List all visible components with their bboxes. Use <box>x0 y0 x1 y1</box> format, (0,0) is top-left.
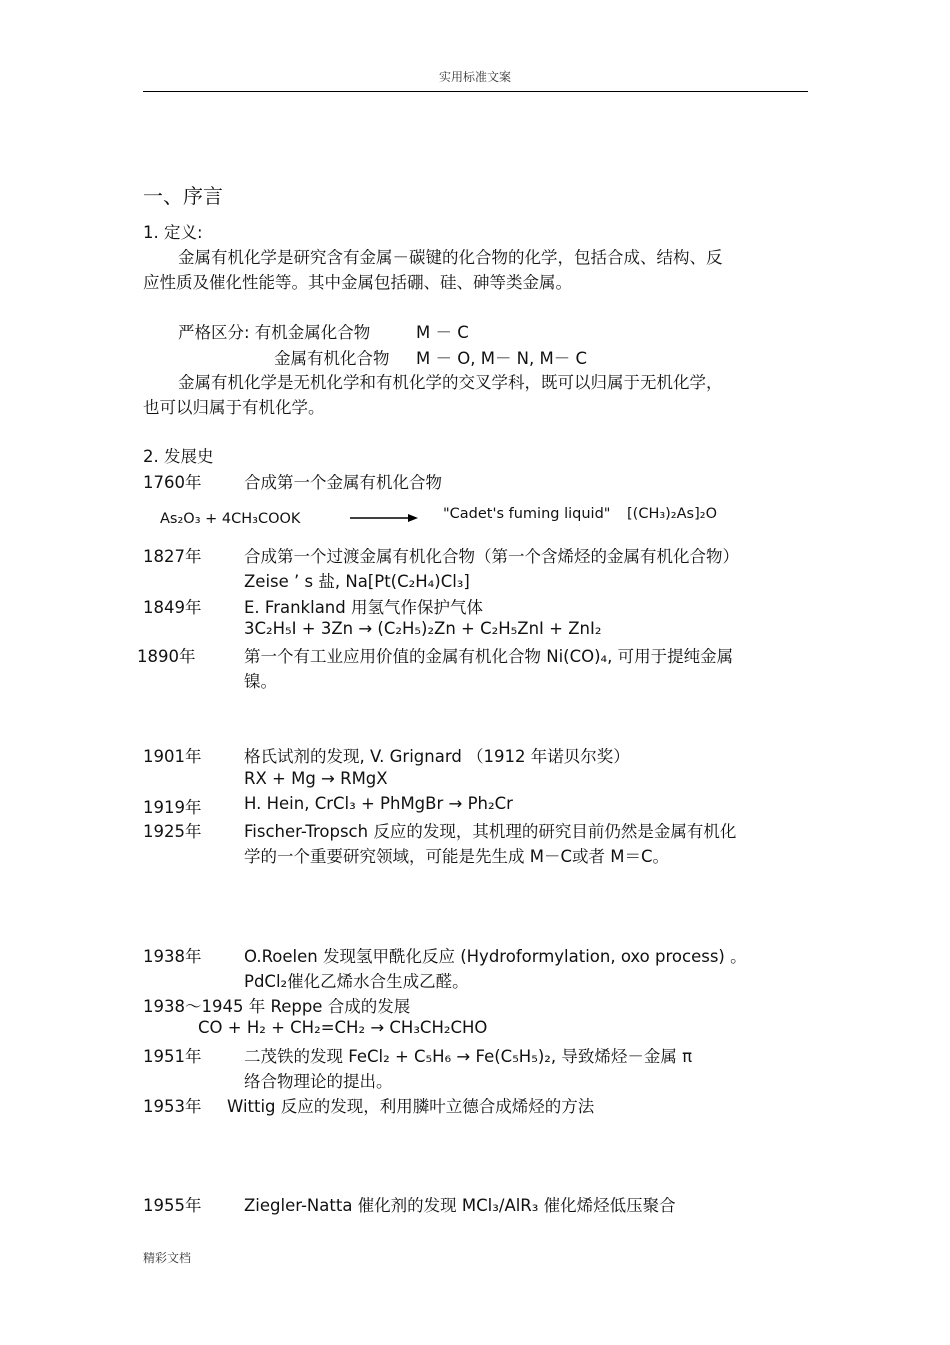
year-1760: 1760年 <box>143 473 202 492</box>
text-1951-line-2: 络合物理论的提出。 <box>244 1072 393 1091</box>
text-1901: 格氏试剂的发现, V. Grignard （1912 年诺贝尔奖） <box>244 747 630 766</box>
year-1890: 1890年 <box>137 647 196 666</box>
text-1827: 合成第一个过渡金属有机化合物（第一个含烯烃的金属有机化合物） <box>244 547 739 566</box>
year-1951: 1951年 <box>143 1047 202 1066</box>
equation-1760-middle: "Cadet's fuming liquid" <box>443 506 611 522</box>
interdisciplinary-line-1: 金属有机化学是无机化学和有机化学的交叉学科，既可以归属于无机化学， <box>178 373 723 392</box>
text-1925: Fischer-Tropsch 反应的发现，其机理的研究目前仍然是金属有机化 <box>244 822 737 841</box>
interdisciplinary-line-2: 也可以归属于有机化学。 <box>143 398 325 417</box>
text-1951: 二茂铁的发现 FeCl₂ + C₅H₆ → Fe(C₅H₅)₂, 导致烯烃－金属 π <box>244 1047 693 1066</box>
text-1827-line-2: Zeise ’ s 盐, Na[Pt(C₂H₄)Cl₃] <box>244 572 470 591</box>
year-1938: 1938年 <box>143 947 202 966</box>
text-1938: O.Roelen 发现氢甲酰化反应 (Hydroformylation, oxo process) 。 <box>244 947 747 966</box>
year-1955: 1955年 <box>143 1196 202 1215</box>
page-header: 实用标准文案 <box>438 70 511 84</box>
definition-line-2: 应性质及催化性能等。其中金属包括硼、硅、砷等类金属。 <box>143 273 572 292</box>
equation-1760-left: As₂O₃ + 4CH₃COOK <box>160 511 301 527</box>
text-1938-1945: 1938～1945 年 Reppe 合成的发展 <box>143 997 411 1016</box>
header-rule <box>143 91 808 92</box>
page-footer: 精彩文档 <box>143 1251 192 1265</box>
year-1827: 1827年 <box>143 547 202 566</box>
equation-1901: RX + Mg → RMgX <box>244 769 388 788</box>
equation-reppe: CO + H₂ + CH₂=CH₂ → CH₃CH₂CHO <box>198 1018 488 1037</box>
text-1955: Ziegler-Natta 催化剂的发现 MCl₃/AlR₃ 催化烯烃低压聚合 <box>244 1196 676 1215</box>
year-1901: 1901年 <box>143 747 202 766</box>
long-arrow-icon <box>350 513 418 523</box>
text-1953: Wittig 反应的发现，利用膦叶立德合成烯烃的方法 <box>227 1097 595 1116</box>
text-1890: 第一个有工业应用价值的金属有机化合物 Ni(CO)₄, 可用于提纯金属 <box>244 647 734 666</box>
text-1925-line-2: 学的一个重要研究领域，可能是先生成 M－C或者 M＝C。 <box>244 847 670 866</box>
year-1849: 1849年 <box>143 598 202 617</box>
strict-label: 严格区分: 有机金属化合物 <box>178 323 371 342</box>
strict-formula-1: M － C <box>416 323 469 342</box>
text-1890-line-2: 镍。 <box>244 672 277 691</box>
year-1925: 1925年 <box>143 822 202 841</box>
year-1919: 1919年 <box>143 798 202 817</box>
text-1760: 合成第一个金属有机化合物 <box>244 473 442 492</box>
strict-formula-2: M － O, M－ N, M－ C <box>416 349 588 368</box>
definition-heading: 1. 定义: <box>143 223 203 242</box>
definition-line-1: 金属有机化学是研究含有金属－碳键的化合物的化学，包括合成、结构、反 <box>178 248 723 267</box>
equation-1760-right: [(CH₃)₂As]₂O <box>627 506 717 522</box>
text-1849: E. Frankland 用氢气作保护气体 <box>244 598 483 617</box>
equation-1849: 3C₂H₅I + 3Zn → (C₂H₅)₂Zn + C₂H₅ZnI + ZnI₂ <box>244 619 602 638</box>
section-title: 一、序言 <box>143 184 223 208</box>
year-1953: 1953年 <box>143 1097 202 1116</box>
strict-label-2: 金属有机化合物 <box>274 349 390 368</box>
history-heading: 2. 发展史 <box>143 447 214 466</box>
text-1919: H. Hein, CrCl₃ + PhMgBr → Ph₂Cr <box>244 794 513 813</box>
text-1938-line-2: PdCl₂催化乙烯水合生成乙醛。 <box>244 972 469 991</box>
